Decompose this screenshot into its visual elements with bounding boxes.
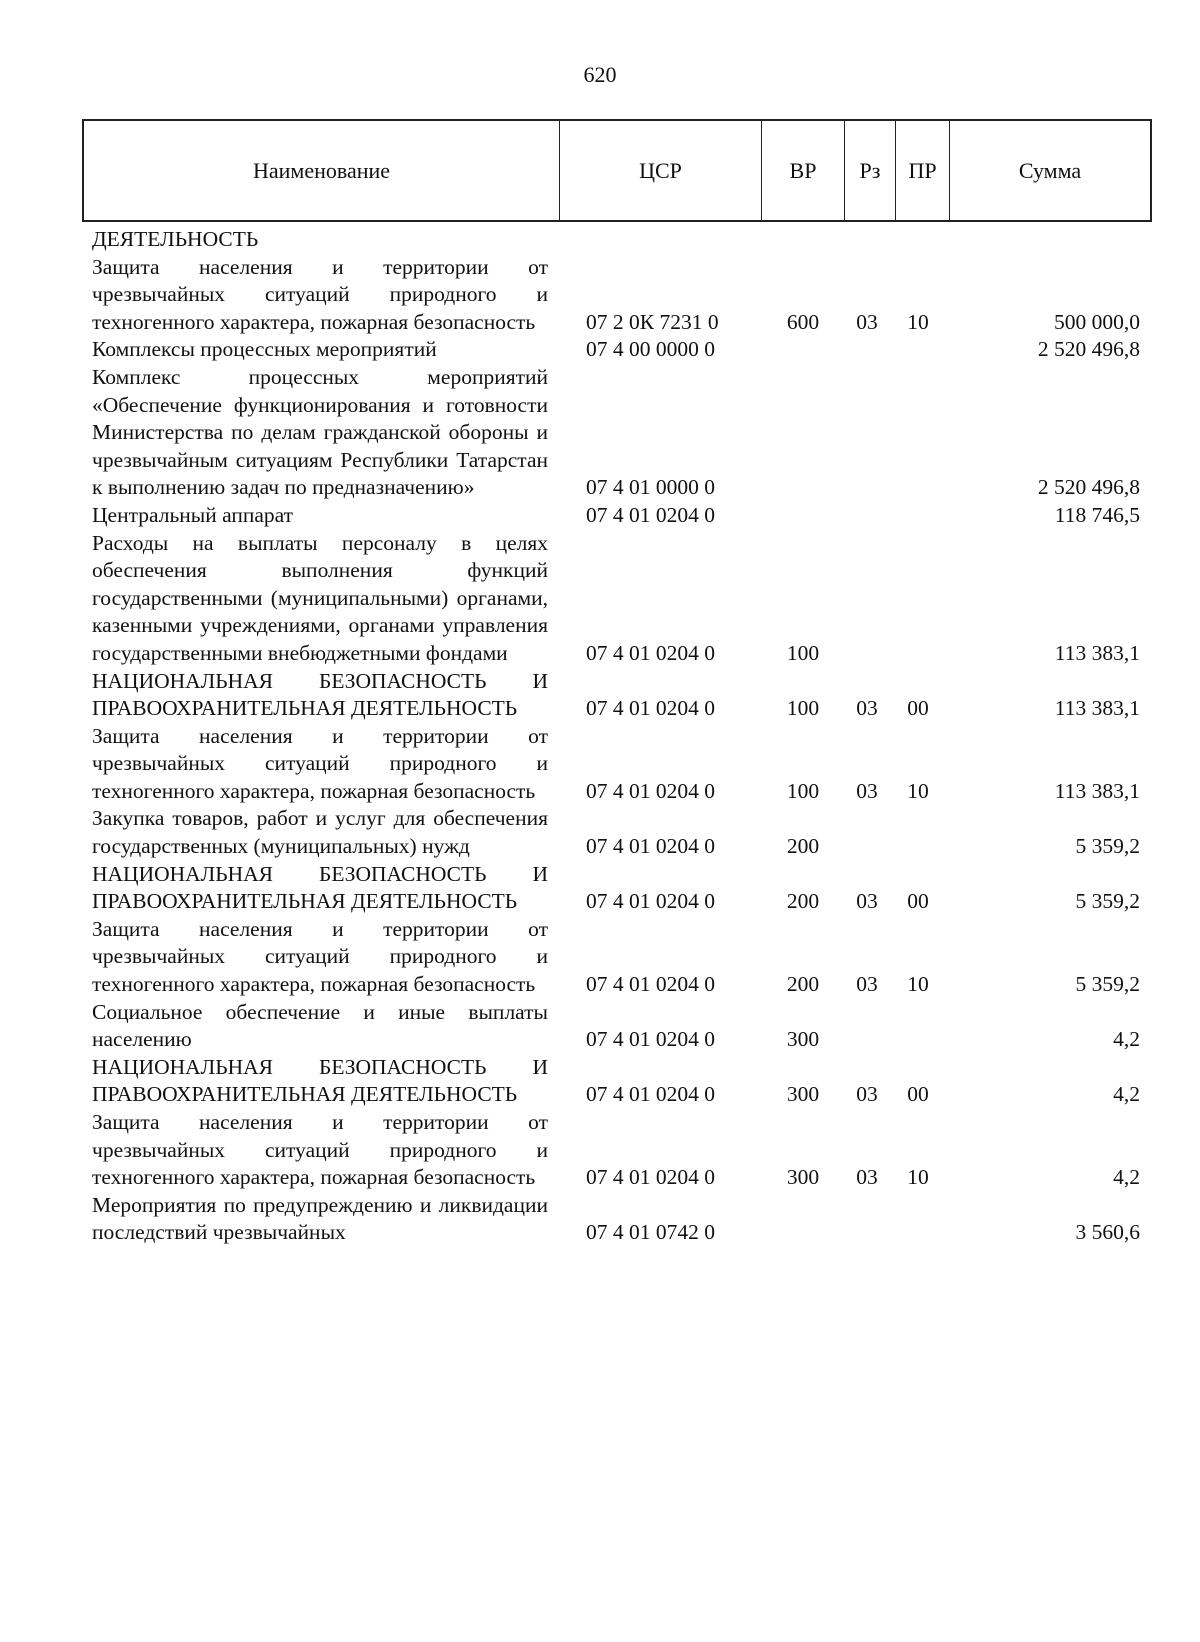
row-sum: 4,2 (1113, 1165, 1140, 1190)
table-row (0, 336, 1200, 364)
row-rz: 03 (856, 889, 878, 914)
row-sum: 5 359,2 (1075, 834, 1140, 859)
table-row (0, 916, 1200, 999)
table-row (0, 364, 1200, 502)
row-name: Расходы на выплаты персоналу в целях обеспечения выполнения функций государственными (муниципальными) органами, казенными учреждениями, органами управления государственными внебюджетными фондами (92, 530, 548, 665)
row-vr: 200 (786, 972, 820, 997)
row-pr: 10 (907, 1165, 929, 1190)
table-row (0, 668, 1200, 723)
table-row (0, 1054, 1200, 1109)
row-pr: 00 (907, 696, 929, 721)
row-vr: 600 (786, 309, 820, 334)
row-vr: 200 (786, 889, 820, 914)
row-pr: 00 (907, 1082, 929, 1107)
row-vr: 200 (786, 834, 820, 859)
row-csr: 07 4 01 0204 0 (586, 1027, 715, 1052)
table-row (0, 502, 1200, 530)
row-csr: 07 4 01 0204 0 (586, 972, 715, 997)
row-rz: 03 (856, 696, 878, 721)
row-rz: 03 (856, 972, 878, 997)
table-header (82, 119, 1152, 222)
row-csr: 07 4 01 0204 0 (586, 1082, 715, 1107)
row-name: Защита населения и территории от чрезвычайных ситуаций природного и техногенного характера, пожарная безопасность (92, 916, 548, 997)
row-sum: 113 383,1 (1054, 640, 1140, 665)
row-vr: 100 (786, 640, 820, 665)
row-name: Защита населения и территории от чрезвычайных ситуаций природного и техногенного характера, пожарная безопасность (92, 723, 548, 803)
row-rz: 03 (856, 1082, 878, 1107)
header-sum: Сумма (1018, 157, 1082, 183)
row-csr: 07 4 01 0204 0 (586, 696, 715, 721)
row-name: Защита населения и территории от чрезвычайных ситуаций природного и техногенного характера, пожарная безопасность (92, 1110, 548, 1190)
table-row (0, 999, 1200, 1054)
header-rz: Рз (845, 121, 896, 220)
row-name: ДЕЯТЕЛЬНОСТЬ (92, 227, 259, 251)
row-csr: 07 4 01 0204 0 (586, 778, 715, 803)
table-row (0, 1192, 1200, 1247)
row-pr: 10 (907, 778, 929, 803)
row-sum: 118 746,5 (1054, 502, 1140, 527)
row-csr: 07 4 01 0204 0 (586, 1165, 715, 1190)
table-row (0, 254, 1200, 337)
row-vr: 100 (786, 778, 820, 803)
row-sum: 3 560,6 (1075, 1220, 1140, 1245)
header-name: Наименование (84, 121, 560, 220)
row-name: НАЦИОНАЛЬНАЯ БЕЗОПАСНОСТЬ И ПРАВООХРАНИТЕЛЬНАЯ ДЕЯТЕЛЬНОСТЬ (92, 1054, 548, 1107)
row-sum: 4,2 (1113, 1027, 1140, 1052)
row-name: Социальное обеспечение и иные выплаты населению (92, 999, 548, 1052)
row-name: Мероприятия по предупреждению и ликвидации последствий чрезвычайных (92, 1192, 548, 1245)
page-number: 620 (583, 62, 617, 87)
row-pr: 00 (907, 889, 929, 914)
row-rz: 03 (856, 778, 878, 803)
row-pr: 10 (907, 309, 929, 334)
table-row (0, 861, 1200, 916)
row-sum: 4,2 (1113, 1082, 1140, 1107)
row-sum: 113 383,1 (1054, 778, 1140, 803)
row-vr: 300 (786, 1165, 820, 1190)
row-sum: 2 520 496,8 (1037, 475, 1140, 500)
row-csr: 07 4 01 0000 0 (586, 475, 715, 500)
row-csr: 07 4 00 0000 0 (586, 337, 715, 362)
row-name: НАЦИОНАЛЬНАЯ БЕЗОПАСНОСТЬ И ПРАВООХРАНИТЕЛЬНАЯ ДЕЯТЕЛЬНОСТЬ (92, 861, 548, 914)
row-sum: 113 383,1 (1054, 696, 1140, 721)
table-row (0, 805, 1200, 860)
row-name: Закупка товаров, работ и услуг для обеспечения государственных (муниципальных) нужд (92, 806, 548, 859)
row-csr: 07 2 0К 7231 0 (586, 309, 719, 334)
table-row (0, 1109, 1200, 1192)
header-csr: ЦСР (560, 121, 762, 220)
header-pr: ПР (896, 121, 950, 220)
row-rz: 03 (856, 1165, 878, 1190)
row-sum: 5 359,2 (1075, 972, 1140, 997)
row-vr: 300 (786, 1027, 820, 1052)
row-name: Защита населения и территории от чрезвычайных ситуаций природного и техногенного характера, пожарная безопасность (92, 254, 548, 334)
header-vr: ВР (762, 121, 845, 220)
table-body (0, 226, 1200, 1247)
row-sum: 500 000,0 (1054, 309, 1140, 334)
row-name: Комплексы процессных мероприятий (92, 337, 437, 362)
row-csr: 07 4 01 0204 0 (586, 889, 715, 914)
table-row (0, 226, 1200, 254)
row-csr: 07 4 01 0204 0 (586, 834, 715, 859)
row-sum: 2 520 496,8 (1037, 337, 1140, 362)
row-rz: 03 (856, 309, 878, 334)
row-vr: 100 (786, 696, 820, 721)
row-name: НАЦИОНАЛЬНАЯ БЕЗОПАСНОСТЬ И ПРАВООХРАНИТЕЛЬНАЯ ДЕЯТЕЛЬНОСТЬ (92, 668, 548, 721)
row-csr: 07 4 01 0204 0 (586, 502, 715, 527)
row-csr: 07 4 01 0742 0 (586, 1220, 715, 1245)
row-csr: 07 4 01 0204 0 (586, 640, 715, 665)
table-row (0, 723, 1200, 806)
row-name: Центральный аппарат (92, 502, 294, 527)
row-pr: 10 (907, 972, 929, 997)
row-sum: 5 359,2 (1075, 889, 1140, 914)
row-name: Комплекс процессных мероприятий «Обеспечение функционирования и готовности Министерства по делам гражданской обороны и чрезвычайным ситуациям Республики Татарстан к выполнению задач по предназначению» (92, 364, 548, 500)
row-vr: 300 (786, 1082, 820, 1107)
table-row (0, 530, 1200, 668)
